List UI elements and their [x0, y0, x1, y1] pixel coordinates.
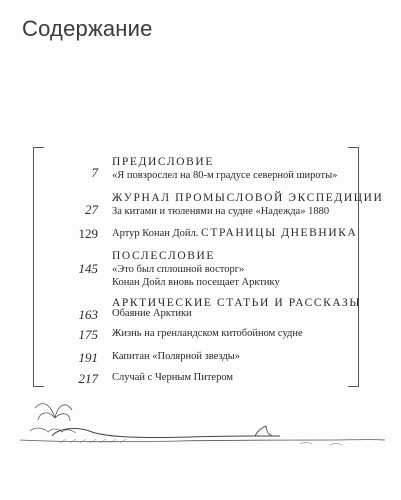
page-title: Содержание [22, 16, 153, 41]
page-number: 129 [78, 226, 98, 241]
section-subtitle-2: Конан Дойл вновь посещает Арктику [112, 277, 280, 288]
left-bracket [33, 147, 44, 387]
section-heading: ЖУРНАЛ ПРОМЫСЛОВОЙ ЭКСПЕДИЦИИ [112, 192, 384, 204]
section-subtitle: За китами и тюленями на судне «Надежда» 1880 [112, 206, 330, 217]
section-title: Капитан «Полярной звезды» [112, 351, 241, 362]
page-number: 163 [78, 307, 98, 322]
page-number: 217 [78, 371, 98, 386]
page-number: 175 [78, 327, 98, 342]
page-number: 145 [78, 261, 98, 276]
section-heading: ПРЕДИСЛОВИЕ [112, 156, 214, 168]
section-lead: Артур Конан Дойл. [112, 228, 199, 239]
section-subtitle: «Я повзрослел на 80-м градусе северной широты» [112, 170, 338, 181]
section-subtitle: «Это был сплошной восторг» [112, 264, 245, 275]
group-heading: АРКТИЧЕСКИЕ СТАТЬИ И РАССКАЗЫ [112, 297, 362, 309]
page-number: 27 [85, 202, 98, 217]
section-title: Жизнь на гренландском китобойном судне [112, 328, 303, 339]
section-title: Обаяние Арктики [112, 308, 192, 319]
page-number: 191 [78, 350, 98, 365]
section-heading: СТРАНИЦЫ ДНЕВНИКА [201, 227, 358, 239]
section-title: Случай с Черным Питером [112, 372, 234, 383]
whale-illustration [0, 398, 401, 498]
page-number: 7 [91, 165, 98, 180]
section-heading: ПОСЛЕСЛОВИЕ [112, 250, 216, 262]
